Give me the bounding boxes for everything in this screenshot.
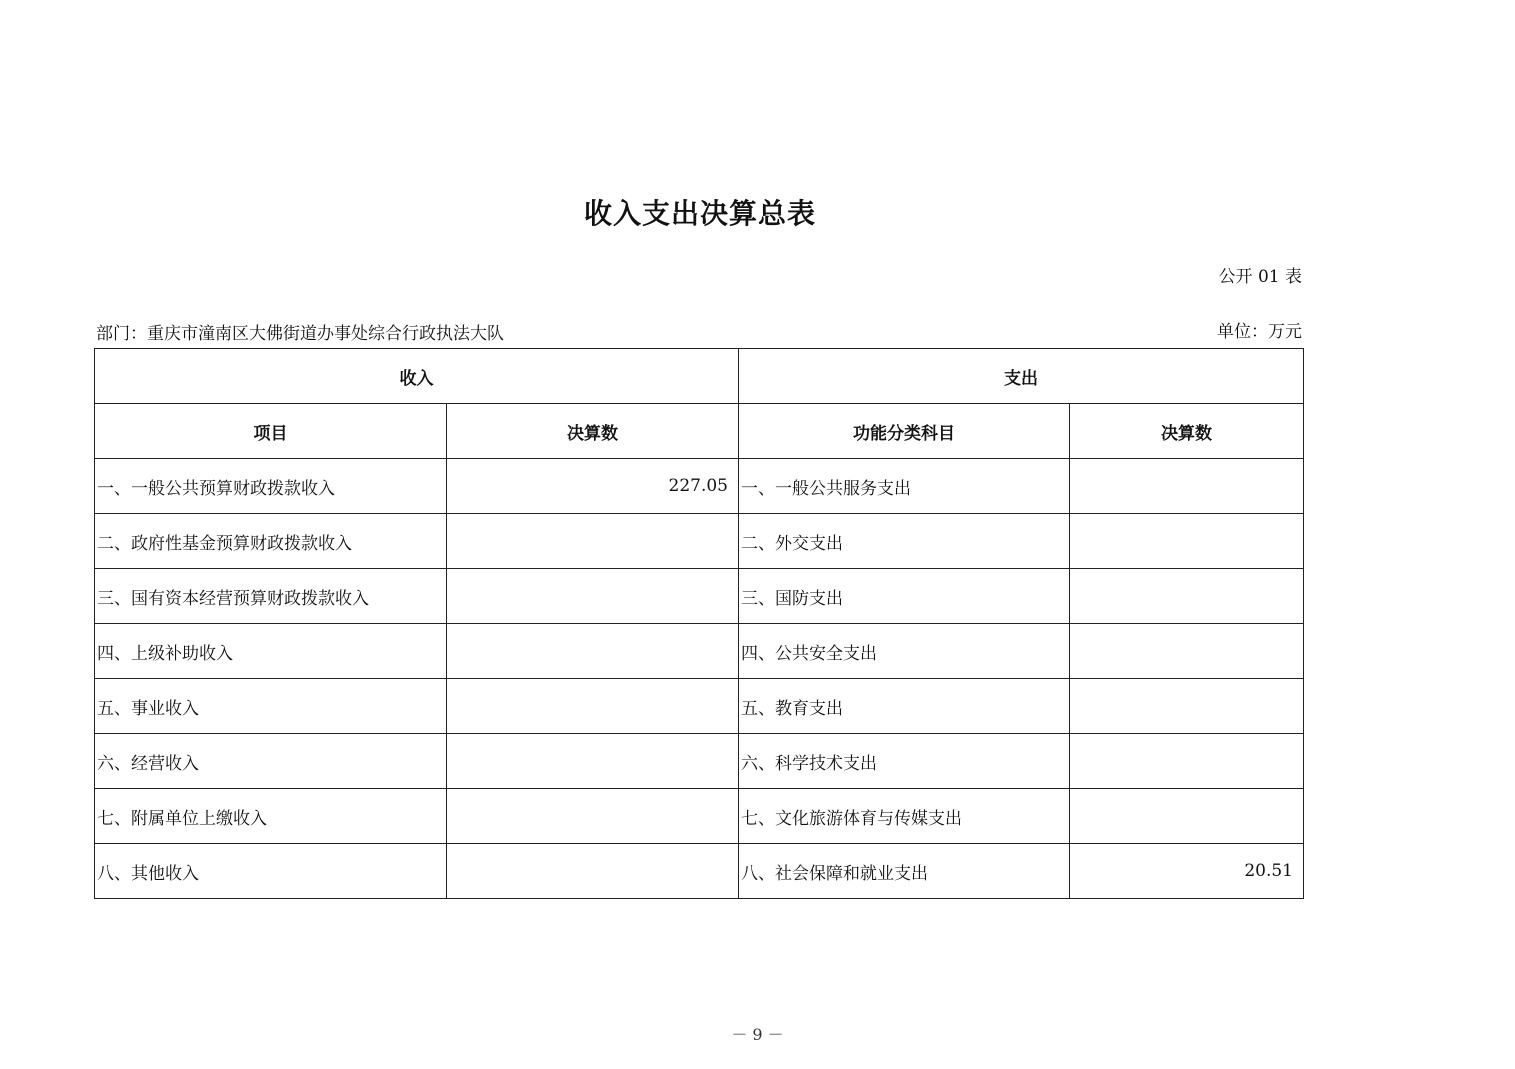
col-expense-amount-header: 决算数 [1070,404,1304,459]
table-header-row-2 [95,404,1304,459]
expense-amount [1070,734,1304,789]
table-header-row-1 [95,349,1304,404]
expense-item: 二、外交支出 [739,514,1070,569]
expense-amount [1070,514,1304,569]
expense-item: 三、国防支出 [739,569,1070,624]
page-number: － 9 － [731,1025,784,1044]
form-code: 公开 01 表 [1218,267,1302,287]
income-amount [447,514,739,569]
income-item: 六、经营收入 [95,734,447,789]
expense-item: 七、文化旅游体育与传媒支出 [739,789,1070,844]
table-row [95,514,1304,569]
col-function-header: 功能分类科目 [739,404,1070,459]
income-header: 收入 [95,349,739,404]
expense-item: 六、科学技术支出 [739,734,1070,789]
income-item: 五、事业收入 [95,679,447,734]
expense-item: 四、公共安全支出 [739,624,1070,679]
expense-amount [1070,569,1304,624]
income-amount: 227.05 [447,459,739,514]
page-title: 收入支出决算总表 [583,197,816,230]
income-expense-table [94,348,1304,899]
expense-amount [1070,789,1304,844]
income-amount [447,679,739,734]
table-row [95,844,1304,899]
income-amount [447,734,739,789]
income-amount [447,789,739,844]
table-row [95,459,1304,514]
table-row [95,679,1304,734]
income-amount [447,624,739,679]
expense-item: 八、社会保障和就业支出 [739,844,1070,899]
income-item: 三、国有资本经营预算财政拨款收入 [95,569,447,624]
income-item: 一、一般公共预算财政拨款收入 [95,459,447,514]
unit-label: 单位：万元 [1217,322,1302,342]
income-item: 四、上级补助收入 [95,624,447,679]
income-item: 八、其他收入 [95,844,447,899]
col-income-amount-header: 决算数 [447,404,739,459]
department-label: 部门：重庆市潼南区大佛街道办事处综合行政执法大队 [96,324,504,344]
expense-amount [1070,679,1304,734]
table-row [95,569,1304,624]
income-item: 七、附属单位上缴收入 [95,789,447,844]
expense-amount [1070,624,1304,679]
income-item: 二、政府性基金预算财政拨款收入 [95,514,447,569]
table-row [95,624,1304,679]
income-amount [447,844,739,899]
expense-amount: 20.51 [1070,844,1304,899]
income-amount [447,569,739,624]
expense-item: 一、一般公共服务支出 [739,459,1070,514]
table-row [95,734,1304,789]
expense-item: 五、教育支出 [739,679,1070,734]
expense-header: 支出 [739,349,1304,404]
expense-amount [1070,459,1304,514]
table-row [95,789,1304,844]
col-item-header: 项目 [95,404,447,459]
